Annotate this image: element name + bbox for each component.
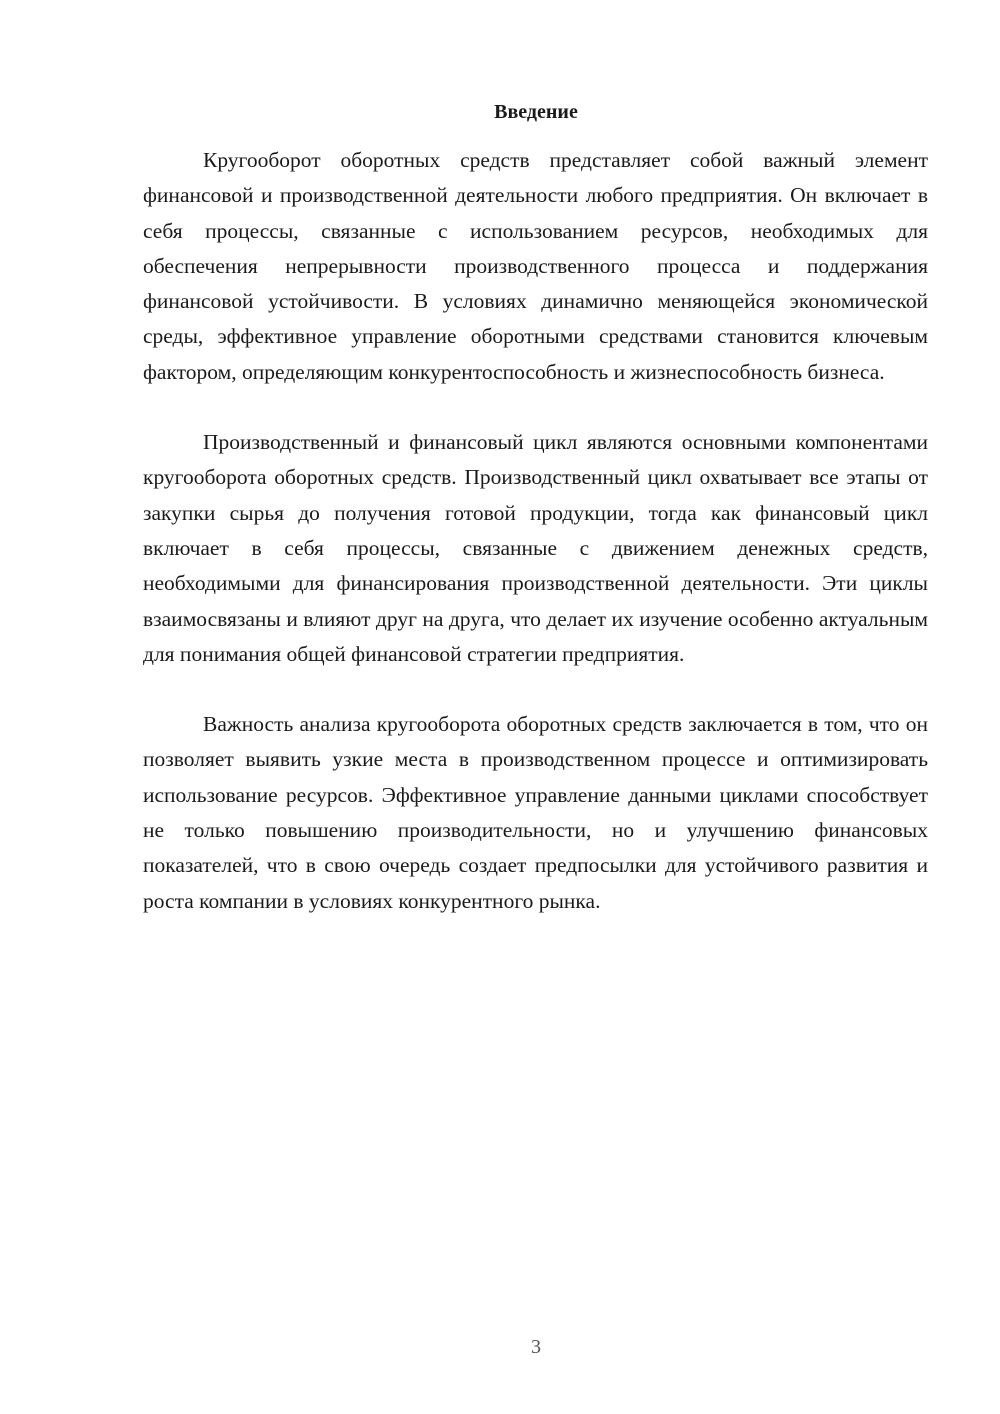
page-number: 3: [531, 1336, 541, 1358]
paragraph: Производственный и финансовый цикл являются основными компонентами кругооборота оборотных средств. Производственный цикл охватывает все этапы от закупки сырья до получения готовой продукции, тогда как финансовый цикл включает в себя процессы, связанные с движением денежных средств, необходимыми для финансирования производственной деятельности. Эти циклы взаимосвязаны и влияют друг на друга, что делает их изучение особенно актуальным для понимания общей финансовой стратегии предприятия.: [143, 430, 928, 666]
section-heading: Введение: [494, 101, 578, 123]
paragraph: Важность анализа кругооборота оборотных средств заключается в том, что он позволяет выявить узкие места в производственном процессе и оптимизировать использование ресурсов. Эффективное управление данными циклами способствует не только повышению производительности, но и улучшению финансовых показателей, что в свою очередь создает предпосылки для устойчивого развития и роста компании в условиях конкурентного рынка.: [143, 712, 928, 913]
body-text: [143, 143, 928, 954]
paragraph: Кругооборот оборотных средств представляет собой важный элемент финансовой и производственной деятельности любого предприятия. Он включает в себя процессы, связанные с использованием ресурсов, необходимых для обеспечения непрерывности производственного процесса и поддержания финансовой устойчивости. В условиях динамично меняющейся экономической среды, эффективное управление оборотными средствами становится ключевым фактором, определяющим конкурентоспособность и жизнеспособность бизнеса.: [143, 148, 928, 384]
